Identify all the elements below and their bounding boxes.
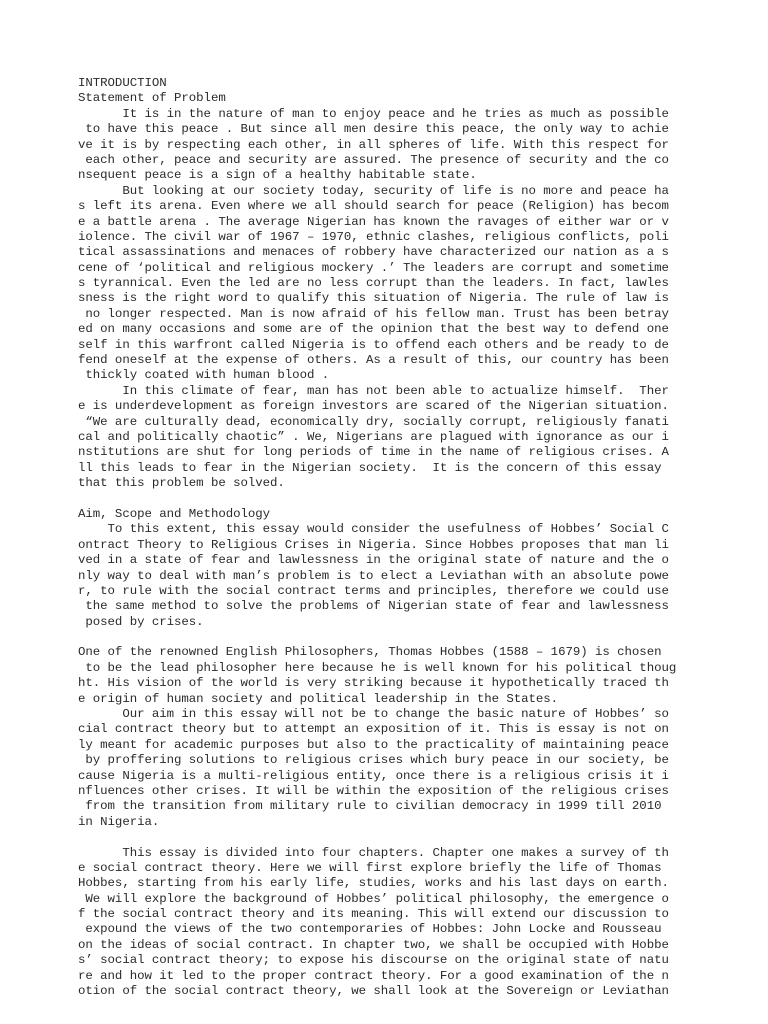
text-line: cal and politically chaotic” . We, Nigerians are plagued with ignorance as our i [78,429,669,444]
text-line: e is underdevelopment as foreign investors are scared of the Nigerian situation. [78,399,669,414]
paragraph-4 [78,522,698,630]
text-line: nfluences other crises. It will be within the exposition of the religious crises [78,783,669,798]
section-title-aim-scope-methodology: Aim, Scope and Methodology [78,506,271,521]
text-line: To this extent, this essay would consider the usefulness of Hobbes’ Social C [78,522,669,537]
text-line: tical assassinations and menaces of robbery have characterized our nation as a s [78,245,669,260]
text-line: One of the renowned English Philosophers, Thomas Hobbes (1588 – 1679) is chosen [78,645,662,660]
text-line: by proffering solutions to religious crises which bury peace in our society, be [78,753,669,768]
text-line: posed by crises. [78,614,204,629]
paragraph-6 [78,707,698,830]
text-line: cial contract theory but to attempt an exposition of it. This is essay is not on [78,722,669,737]
text-line: otion of the social contract theory, we shall look at the Sovereign or Leviathan [78,984,669,999]
text-line: But looking at our society today, security of life is no more and peace ha [78,183,669,198]
text-line: nsequent peace is a sign of a healthy habitable state. [78,168,477,183]
text-line: ly meant for academic purposes but also to the practicality of maintaining peace [78,737,669,752]
spacer [78,492,698,507]
text-line: to have this peace . But since all men desire this peace, the only way to achie [78,122,669,137]
text-line: e origin of human society and political leadership in the States. [78,691,559,706]
text-line: Hobbes, starting from his early life, studies, works and his last days on earth. [78,876,669,891]
text-line: It is in the nature of man to enjoy peace and he tries as much as possible [78,106,669,121]
spacer [78,830,698,845]
text-line: iolence. The civil war of 1967 – 1970, ethnic clashes, religious conflicts, poli [78,229,669,244]
text-line: e a battle arena . The average Nigerian has known the ravages of either war or v [78,214,669,229]
section-title-statement-of-problem: Statement of Problem [78,91,226,106]
paragraph-5 [78,645,698,707]
text-line: In this climate of fear, man has not been able to actualize himself. Ther [78,383,669,398]
text-line: e social contract theory. Here we will first explore briefly the life of Thomas [78,860,662,875]
text-line: on the ideas of social contract. In chapter two, we shall be occupied with Hobbe [78,937,669,952]
text-line: thickly coated with human blood . [78,368,330,383]
text-line: sness is the right word to qualify this situation of Nigeria. The rule of law is [78,291,669,306]
paragraph-2 [78,184,698,384]
text-line: ontract Theory to Religious Crises in Nigeria. Since Hobbes proposes that man li [78,537,669,552]
text-line: s left its arena. Even where we all should search for peace (Religion) has becom [78,199,669,214]
text-line: We will explore the background of Hobbes’ political philosophy, the emergence o [78,891,669,906]
text-line: in Nigeria. [78,814,160,829]
paragraph-7 [78,846,698,1000]
text-line: each other, peace and security are assured. The presence of security and the co [78,152,669,167]
text-line: s’ social contract theory; to expose his discourse on the original state of natu [78,953,669,968]
text-line: self in this warfront called Nigeria is to offend each others and be ready to de [78,337,669,352]
text-line: to be the lead philosopher here because he is well known for his political thoug [78,660,677,675]
paragraph-3 [78,384,698,492]
spacer [78,630,698,645]
text-line: that this problem be solved. [78,476,285,491]
document-body [78,76,698,999]
text-line: nly way to deal with man’s problem is to elect a Leviathan with an absolute powe [78,568,669,583]
text-line: This essay is divided into four chapters. Chapter one makes a survey of th [78,845,669,860]
text-line: ht. His vision of the world is very striking because it hypothetically traced th [78,676,669,691]
text-line: ved in a state of fear and lawlessness in the original state of nature and the o [78,553,669,568]
text-line: ll this leads to fear in the Nigerian society. It is the concern of this essay [78,460,662,475]
text-line: the same method to solve the problems of Nigerian state of fear and lawlessness [78,599,669,614]
text-line: re and how it led to the proper contract theory. For a good examination of the n [78,968,669,983]
text-line: Our aim in this essay will not be to change the basic nature of Hobbes’ so [78,707,669,722]
text-line: f the social contract theory and its meaning. This will extend our discussion to [78,907,669,922]
text-line: no longer respected. Man is now afraid of his fellow man. Trust has been betray [78,306,669,321]
document-heading: INTRODUCTION [78,76,167,90]
text-line: fend oneself at the expense of others. As a result of this, our country has been [78,353,669,368]
text-line: “We are culturally dead, economically dry, socially corrupt, religiously fanati [78,414,669,429]
text-line: expound the views of the two contemporaries of Hobbes: John Locke and Rousseau [78,922,662,937]
text-line: ve it is by respecting each other, in all spheres of life. With this respect for [78,137,669,152]
text-line: ed on many occasions and some are of the opinion that the best way to defend one [78,322,669,337]
text-line: cause Nigeria is a multi-religious entity, once there is a religious crisis it i [78,768,669,783]
text-line: from the transition from military rule to civilian democracy in 1999 till 2010 [78,799,662,814]
paragraph-1 [78,107,698,184]
text-line: s tyrannical. Even the led are no less corrupt than the leaders. In fact, lawles [78,276,669,291]
text-line: r, to rule with the social contract terms and principles, therefore we could use [78,583,669,598]
text-line: nstitutions are shut for long periods of time in the name of religious crises. A [78,445,669,460]
text-line: cene of ‘political and religious mockery .’ The leaders are corrupt and sometime [78,260,669,275]
